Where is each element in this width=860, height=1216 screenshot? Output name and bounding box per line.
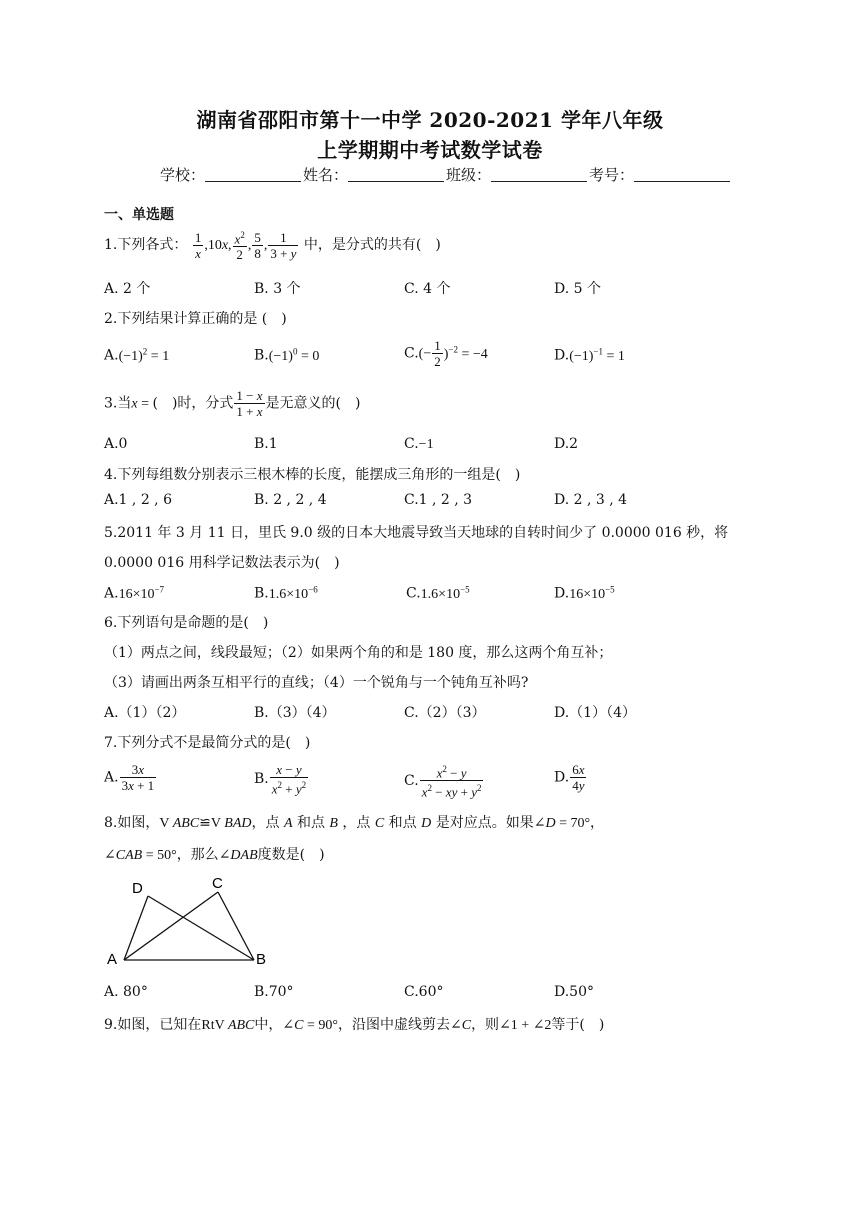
student-info-row <box>160 164 732 185</box>
name-blank <box>348 167 444 182</box>
q3-option-b: B.1 <box>254 436 278 452</box>
q2-option-a: $A.(-1)^2 = 1$ <box>104 346 170 364</box>
q3-option-c: C.−1 <box>404 436 434 452</box>
q1-frac-1-over-3y: $\frac{1}{3 + y}$ <box>270 229 297 261</box>
label-c: C <box>212 875 223 892</box>
segment-da <box>124 896 148 960</box>
q1-frac-1-over-x: $\frac{1}{x}$ <box>194 229 202 261</box>
label-a: A <box>107 951 118 968</box>
q1-suffix: 中，是分式的共有( ) <box>303 237 441 254</box>
school-blank <box>205 167 301 182</box>
question-5-line1: 5.2011 年 3 月 11 日，里氏 9.0 级的日本大地震导致当天地球的自转时间少了 0.0000 016 秒，将 <box>104 525 729 541</box>
q5-option-b: $B.1.6\times 10^{-6}$ <box>254 584 318 602</box>
question-3: 3.当x = ( )时，分式 $\frac{1 - x}{1 + x}$ 是无意义的( ) <box>104 388 361 419</box>
q3-option-a: A.0 <box>104 436 128 452</box>
q2-option-d: $D.(-1)^{-1} = 1$ <box>554 346 625 364</box>
q4-option-a: A.1 , 2 , 6 <box>104 492 172 508</box>
q5-option-a: $A.16\times 10^{-7}$ <box>104 584 165 602</box>
q7-option-a: A. $\frac{3x}{3x + 1}$ <box>104 762 155 793</box>
q2-option-c: C.(− $\frac{1}{2}$ )$^{-2}$ = −4 <box>404 338 488 369</box>
class-blank <box>491 167 587 182</box>
question-9: 9.如图，已知在RtV ABC中，∠C = 90°，沿图中虚线剪去∠C，则∠1 + ∠2等于( ) <box>104 1017 605 1033</box>
q2-option-b: $B.(-1)^0 = 0$ <box>254 346 320 364</box>
number-label: 考号： <box>589 166 635 184</box>
q8-option-c: C.60° <box>404 984 444 1000</box>
segment-db <box>148 896 254 960</box>
q3-fraction: $\frac{1 - x}{1 + x}$ <box>236 388 263 419</box>
q5-option-d: $D.16\times 10^{-5}$ <box>554 584 615 602</box>
q4-option-b: B. 2 , 2 , 4 <box>254 492 327 508</box>
name-label: 姓名： <box>303 166 349 184</box>
number-blank <box>634 167 730 182</box>
section-heading: 一、单选题 <box>104 207 174 223</box>
question-4: 4.下列每组数分别表示三根木棒的长度，能摆成三角形的一组是( ) <box>104 467 521 483</box>
q7-option-c: C. $\frac{x^2 - y}{x^2 - xy + y^2}$ <box>404 764 482 800</box>
q8-option-a: A. 80° <box>104 984 148 1000</box>
question-2: 2.下列结果计算正确的是 ( ) <box>104 311 287 327</box>
q1-option-c: C. 4 个 <box>404 281 451 297</box>
q6-option-c: C.（2）（3） <box>404 705 486 721</box>
q1-prefix: 1.下列各式： <box>104 237 188 254</box>
q7-option-d: D. $\frac{6x}{4y}$ <box>554 762 585 793</box>
q1-option-b: B. 3 个 <box>254 281 301 297</box>
q7-option-b: B. $\frac{x - y}{x^2 + y^2}$ <box>254 762 307 797</box>
q6-statements-2: （3）请画出两条互相平行的直线；（4）一个锐角与一个钝角互补吗? <box>104 675 529 691</box>
q8-option-d: D.50° <box>554 984 594 1000</box>
question-5-line2: 0.0000 016 用科学记数法表示为( ) <box>104 555 340 571</box>
q1-frac-5-over-8: $\frac{5}{8}$ <box>254 229 261 261</box>
school-label: 学校： <box>160 166 206 184</box>
q6-option-a: A.（1）（2） <box>104 705 186 721</box>
q6-option-b: B.（3）（4） <box>254 705 336 721</box>
triangle-figure <box>104 874 274 970</box>
question-7: 7.下列分式不是最简分式的是( ) <box>104 735 311 751</box>
question-6: 6.下列语句是命题的是( ) <box>104 615 269 631</box>
exam-title-line1: 湖南省邵阳市第十一中学 2020-2021 学年八年级 <box>196 108 664 132</box>
class-label: 班级： <box>446 166 492 184</box>
label-b: B <box>256 951 267 968</box>
exam-title-line2: 上学期期中考试数学试卷 <box>317 138 543 162</box>
question-1: 1.下列各式： $\frac{1}{x}$ ,10x, $\frac{x^2}{2}$ , $\frac{5}{8}$ , $\frac{1}{3 + y}$ 中，是分式的共有( ) <box>104 229 441 263</box>
q6-statements-1: （1）两点之间，线段最短；（2）如果两个角的和是 180 度，那么这两个角互补； <box>104 645 613 661</box>
q1-option-a: A. 2 个 <box>104 281 151 297</box>
q1-option-d: D. 5 个 <box>554 281 601 297</box>
label-d: D <box>132 880 143 897</box>
question-8-line2: ∠CAB = 50°，那么∠DAB度数是( ) <box>104 847 325 863</box>
q6-option-d: D.（1）（4） <box>554 705 636 721</box>
segment-ac <box>124 892 218 960</box>
q8-option-b: B.70° <box>254 984 294 1000</box>
q4-option-c: C.1 , 2 , 3 <box>404 492 473 508</box>
q4-option-d: D. 2 , 3 , 4 <box>554 492 628 508</box>
q3-option-d: D.2 <box>554 436 579 452</box>
q1-frac-x2-over-2: $\frac{x^2}{2}$ <box>234 230 245 263</box>
question-8-line1: 8.如图，V ABC≌V BAD，点 A 和点 B ，点 C 和点 D 是对应点。如果∠D = 70°， <box>104 815 605 831</box>
q5-option-c: $C.1.6\times 10^{-5}$ <box>406 584 470 602</box>
